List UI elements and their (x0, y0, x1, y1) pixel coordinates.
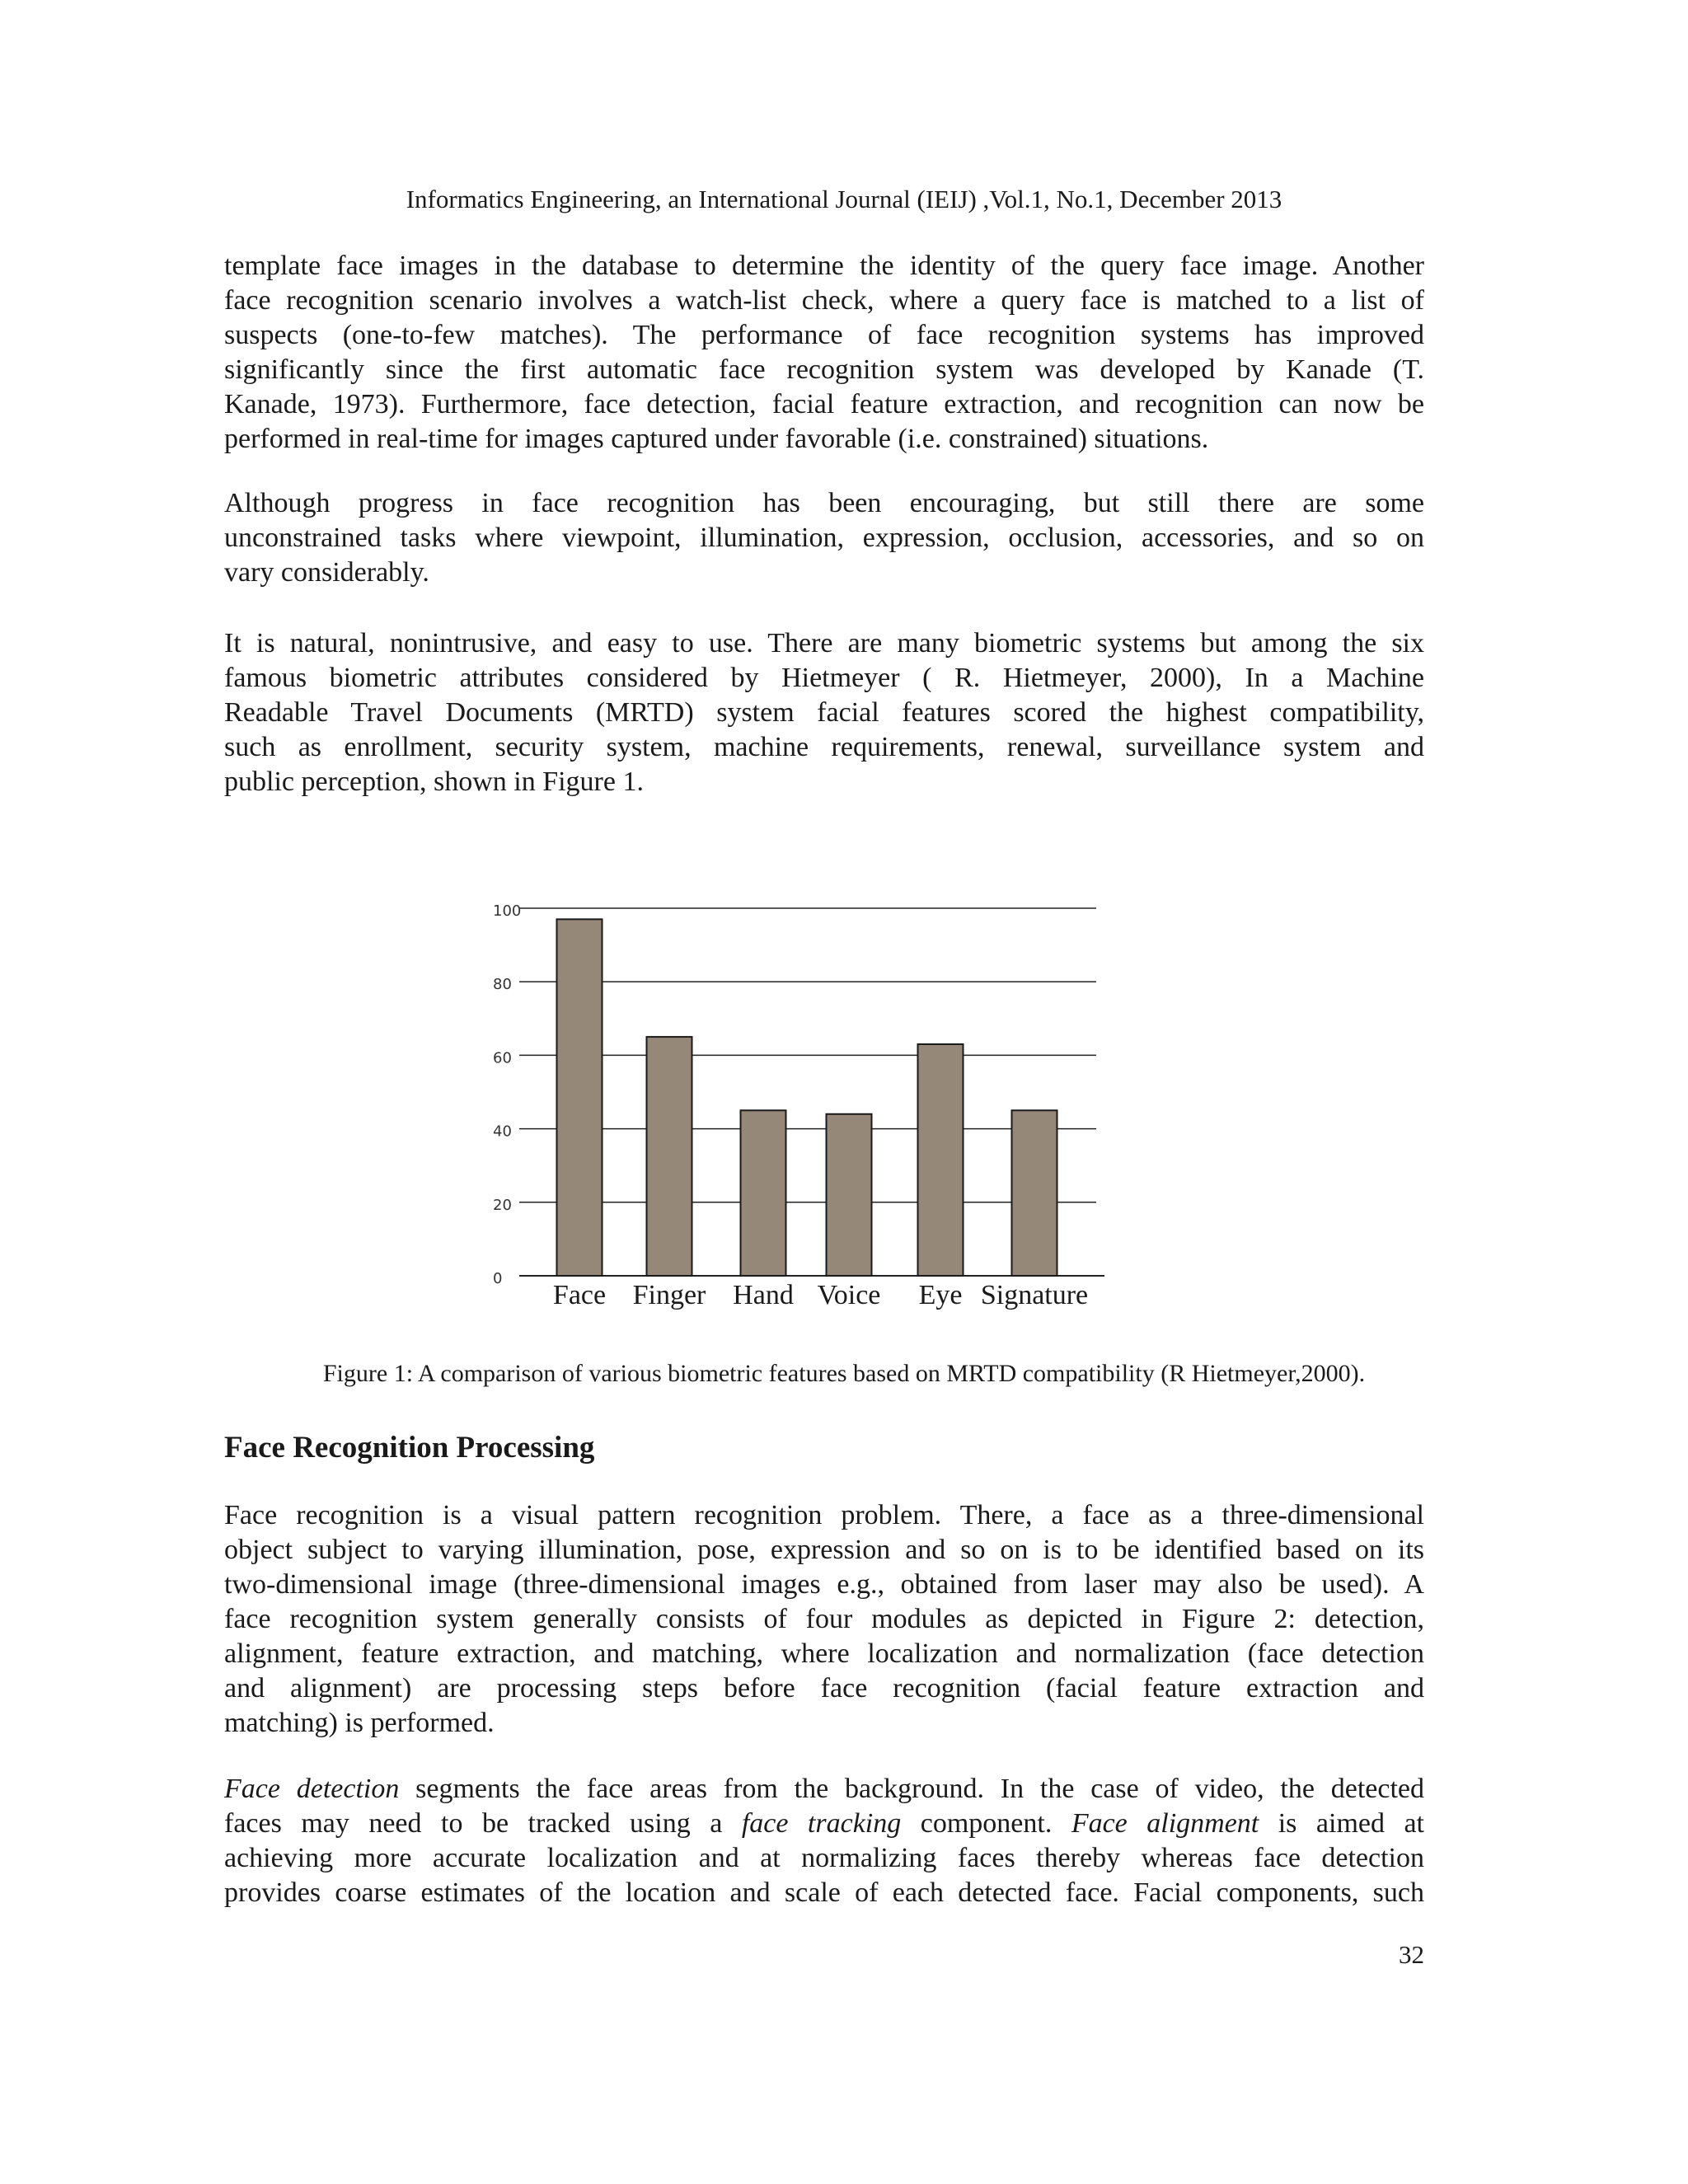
text-line: object subject to varying illumination, pose, expression and so on is to be identified based on its (224, 1535, 1424, 1565)
x-category-label: Hand (733, 1280, 794, 1310)
x-category-label: Signature (980, 1280, 1089, 1310)
paragraph-face-detection (224, 1772, 1424, 1910)
text-line: unconstrained tasks where viewpoint, illumination, expression, occlusion, accessories, and so on (224, 523, 1424, 553)
text-line: performed in real-time for images captured under favorable (i.e. constrained) situations. (224, 424, 1209, 454)
y-tick-label: 100 (493, 902, 522, 920)
text-run: faces may need to be tracked using a (224, 1808, 742, 1839)
bar-face (557, 919, 603, 1276)
figure-caption: Figure 1: A comparison of various biometric features based on MRTD compatibility (R Hietmeyer,2000). (322, 1360, 1366, 1387)
y-tick-label: 60 (493, 1049, 512, 1067)
text-line: two-dimensional image (three-dimensional images e.g., obtained from laser may also be used). A (224, 1569, 1424, 1600)
text-line: matching) is performed. (224, 1708, 495, 1738)
text-run: segments the face areas from the background. In the case of video, the detected (399, 1774, 1424, 1804)
text-line: famous biometric attributes considered by Hietmeyer ( R. Hietmeyer, 2000), In a Machine (224, 663, 1424, 693)
text-line (224, 1841, 1424, 1876)
x-category-label: Finger (632, 1280, 706, 1310)
section-heading: Face Recognition Processing (224, 1431, 595, 1465)
bar-voice (827, 1114, 872, 1276)
text-line: significantly since the first automatic face recognition system was developed by Kanade (T. (224, 354, 1424, 385)
running-header: Informatics Engineering, an International Journal (IEIJ) ,Vol.1, No.1, December 2013 (406, 185, 1282, 213)
text-run: is aimed at (1259, 1808, 1425, 1839)
y-tick-label: 20 (493, 1196, 512, 1214)
text-line: and alignment) are processing steps before face recognition (facial feature extraction and (224, 1673, 1424, 1704)
x-category-label: Eye (918, 1280, 963, 1310)
x-category-label: Face (552, 1280, 607, 1310)
text-line (224, 1876, 1424, 1910)
italic-term: face tracking (741, 1808, 902, 1839)
text-line (224, 1772, 1424, 1807)
y-tick-label: 80 (493, 976, 512, 994)
bar-finger (647, 1037, 692, 1276)
bar-hand (741, 1110, 786, 1276)
text-run: achieving more accurate localization and at normalizing faces thereby whereas face detection (224, 1843, 1424, 1873)
text-line: Kanade, 1973). Furthermore, face detection, facial feature extraction, and recognition can now be (224, 389, 1424, 419)
x-category-label: Voice (817, 1280, 881, 1310)
text-line: Readable Travel Documents (MRTD) system facial features scored the highest compatibility, (224, 697, 1424, 728)
y-tick-label: 40 (493, 1122, 512, 1141)
text-line: suspects (one-to-few matches). The performance of face recognition systems has improved (224, 320, 1424, 350)
text-line: It is natural, nonintrusive, and easy to use. There are many biometric systems but among the six (224, 628, 1424, 658)
page-number: 32 (1399, 1940, 1424, 1969)
text-run: provides coarse estimates of the location and scale of each detected face. Facial components, such (224, 1877, 1424, 1908)
text-line: vary considerably. (224, 557, 429, 588)
paragraph-visual-pattern (224, 1498, 1424, 1741)
text-line: template face images in the database to determine the identity of the query face image. Another (224, 251, 1424, 281)
bar-eye (918, 1044, 964, 1276)
italic-term: Face detection (224, 1774, 400, 1804)
text-line: public perception, shown in Figure 1. (224, 766, 644, 797)
text-line: Although progress in face recognition has been encouraging, but still there are some (224, 488, 1424, 518)
text-line: face recognition system generally consists of four modules as depicted in Figure 2: detection, (224, 1604, 1424, 1634)
text-line: Face recognition is a visual pattern recognition problem. There, a face as a three-dimensional (224, 1500, 1424, 1530)
text-run: component. (901, 1808, 1071, 1839)
bar-signature (1012, 1110, 1057, 1276)
text-line: alignment, feature extraction, and matching, where localization and normalization (face detection (224, 1638, 1424, 1669)
italic-term: Face alignment (1071, 1808, 1259, 1839)
y-tick-label: 0 (493, 1270, 503, 1287)
text-line: such as enrollment, security system, machine requirements, renewal, surveillance system and (224, 732, 1424, 762)
text-line (224, 1807, 1424, 1841)
text-line: face recognition scenario involves a watch-list check, where a query face is matched to a list of (224, 285, 1424, 316)
